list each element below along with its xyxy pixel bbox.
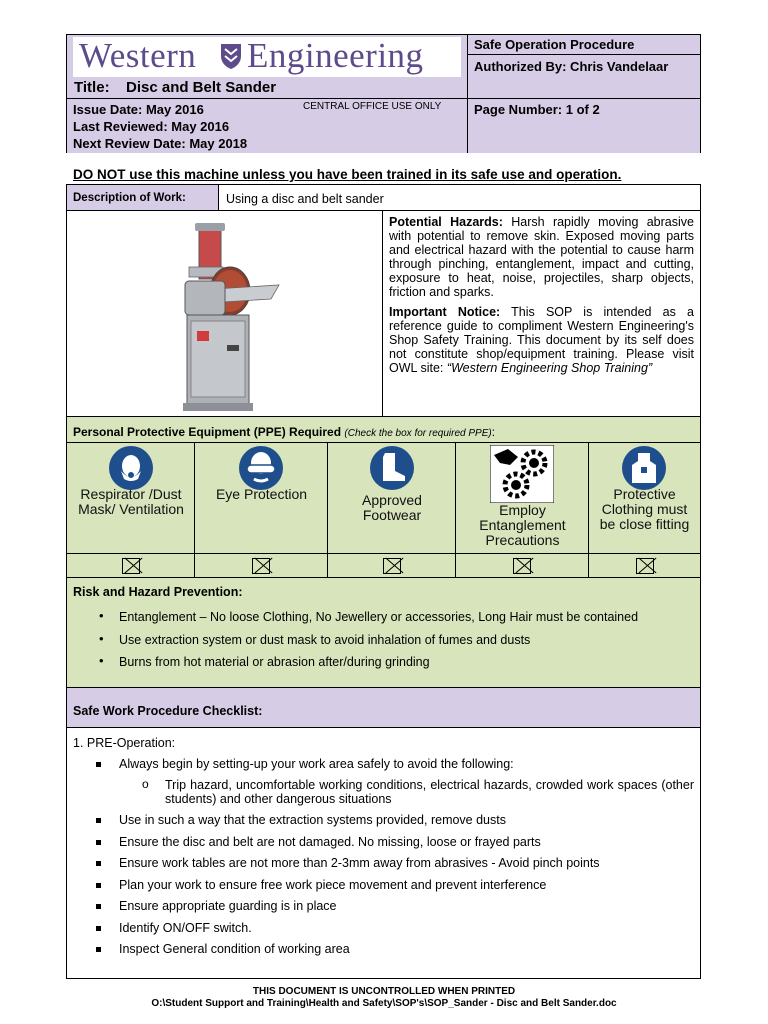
hazards-text: Harsh rapidly moving abrasive with potential to remove skin. Exposed moving parts and electrical hazard with the potential to cause harm through pinching, entanglement, impact and cutting, exposure to heat, noise, projectiles, sharp objects, friction and sparks. [389,215,694,299]
ppe-check-clothing[interactable] [589,553,700,577]
checklist-item: Identify ON/OFF switch. [119,921,694,935]
apron-icon [620,445,668,491]
hazards-label: Potential Hazards: [389,215,503,229]
logo-word-western: Western [79,36,197,75]
ppe-item-footwear [328,443,456,553]
title-row [67,79,467,98]
training-warning: DO NOT use this machine unless you have been trained in its safe use and operation. [73,167,622,182]
risk-prevention-section [67,578,700,688]
ppe-label-entanglement: Employ Entanglement Precautions [479,502,566,548]
crest-icon [219,42,243,70]
last-reviewed: Last Reviewed: May 2016 [73,119,230,134]
issue-date: Issue Date: May 2016 [73,102,204,117]
ppe-colon: : [491,425,496,439]
checklist-item: Always begin by setting-up your work area safely to avoid the following: [119,757,694,771]
ppe-item-clothing [589,443,700,553]
authorized-by: Authorized By: Chris Vandelaar [474,59,669,74]
title-label: Title: [74,79,110,96]
hazards-text-block [389,215,694,375]
page-number: Page Number: 1 of 2 [474,102,600,117]
risk-item: • Entanglement – No loose Clothing, No Jewellery or accessories, Long Hair must be contained [119,606,638,629]
western-engineering-logo [67,35,461,79]
notice-text: This SOP is intended as a reference guide to compliment Western Engineering's Shop Safety Training. This document by its self does not constitute shop/equipment training. Please visit OWL site: [389,305,694,375]
checklist-item: Ensure appropriate guarding is in place [119,899,694,913]
ppe-check-entanglement[interactable] [456,553,589,577]
document-footer [0,986,768,1010]
ppe-item-entanglement [456,443,589,553]
checklist-sub-item: o Trip hazard, uncomfortable working conditions, electrical hazards, crowded work spaces (other students) and other dangerous situations [165,778,694,806]
next-review-date: Next Review Date: May 2018 [73,136,248,151]
machine-photo-cell [67,211,383,416]
checklist-item: Plan your work to ensure free work piece movement and prevent interference [119,878,694,892]
ppe-hint: (Check the box for required PPE) [344,428,492,439]
disc-belt-sander-image [175,223,281,413]
owl-training-link[interactable]: “Western Engineering Shop Training” [446,361,653,375]
hazards-row [67,211,700,417]
eye-protection-icon [237,445,285,491]
central-office-note: CENTRAL OFFICE USE ONLY [303,101,442,112]
description-value: Using a disc and belt sander [226,192,384,206]
checklist-item: Ensure work tables are not more than 2-3mm away from abrasives - Avoid pinch points [119,856,694,870]
entanglement-icon [490,445,554,503]
page-number-box [467,98,700,153]
ppe-check-footwear[interactable] [328,553,456,577]
ppe-grid [67,443,700,578]
sop-info [467,35,700,98]
description-row [67,185,700,211]
footwear-icon [368,445,416,491]
review-dates [67,98,467,153]
ppe-label-clothing: Protective Clothing must be close fitting [599,486,690,532]
logo-word-engineering: Engineering [247,36,424,75]
checklist-title-row [67,688,700,728]
checklist-item: Use in such a way that the extraction systems provided, remove dusts [119,813,694,827]
risk-item: • Burns from hot material or abrasion after/during grinding [119,651,638,674]
sop-label: Safe Operation Procedure [474,37,635,52]
sop-body [66,184,701,979]
file-path: O:\Student Support and Training\Health and Safety\SOP's\SOP_Sander - Disc and Belt Sander.doc [151,998,617,1009]
title-value: Disc and Belt Sander [126,79,277,96]
ppe-title: Personal Protective Equipment (PPE) Required [73,425,342,439]
checklist-item: Inspect General condition of working area [119,942,694,956]
risk-item: • Use extraction system or dust mask to avoid inhalation of fumes and dusts [119,629,638,652]
ppe-label-respirator: Respirator /Dust Mask/ Ventilation [78,486,184,517]
ppe-label-footwear: Approved Footwear [362,492,422,523]
description-label: Description of Work: [73,192,186,204]
document-header [66,34,701,153]
ppe-check-respirator[interactable] [67,553,195,577]
notice-label: Important Notice: [389,305,501,319]
ppe-check-eye[interactable] [195,553,328,577]
checklist-body [67,728,700,978]
ppe-item-eye [195,443,328,553]
uncontrolled-notice: THIS DOCUMENT IS UNCONTROLLED WHEN PRINTED [252,986,516,997]
checklist-section-title: 1. PRE-Operation: [73,736,176,750]
checklist-title: Safe Work Procedure Checklist: [73,704,263,718]
checklist-item: Ensure the disc and belt are not damaged. No missing, loose or frayed parts [119,835,694,849]
respirator-icon [107,445,155,491]
ppe-title-row [67,417,700,443]
ppe-label-eye: Eye Protection [215,486,308,502]
ppe-item-respirator [67,443,195,553]
risk-title: Risk and Hazard Prevention: [73,585,243,599]
